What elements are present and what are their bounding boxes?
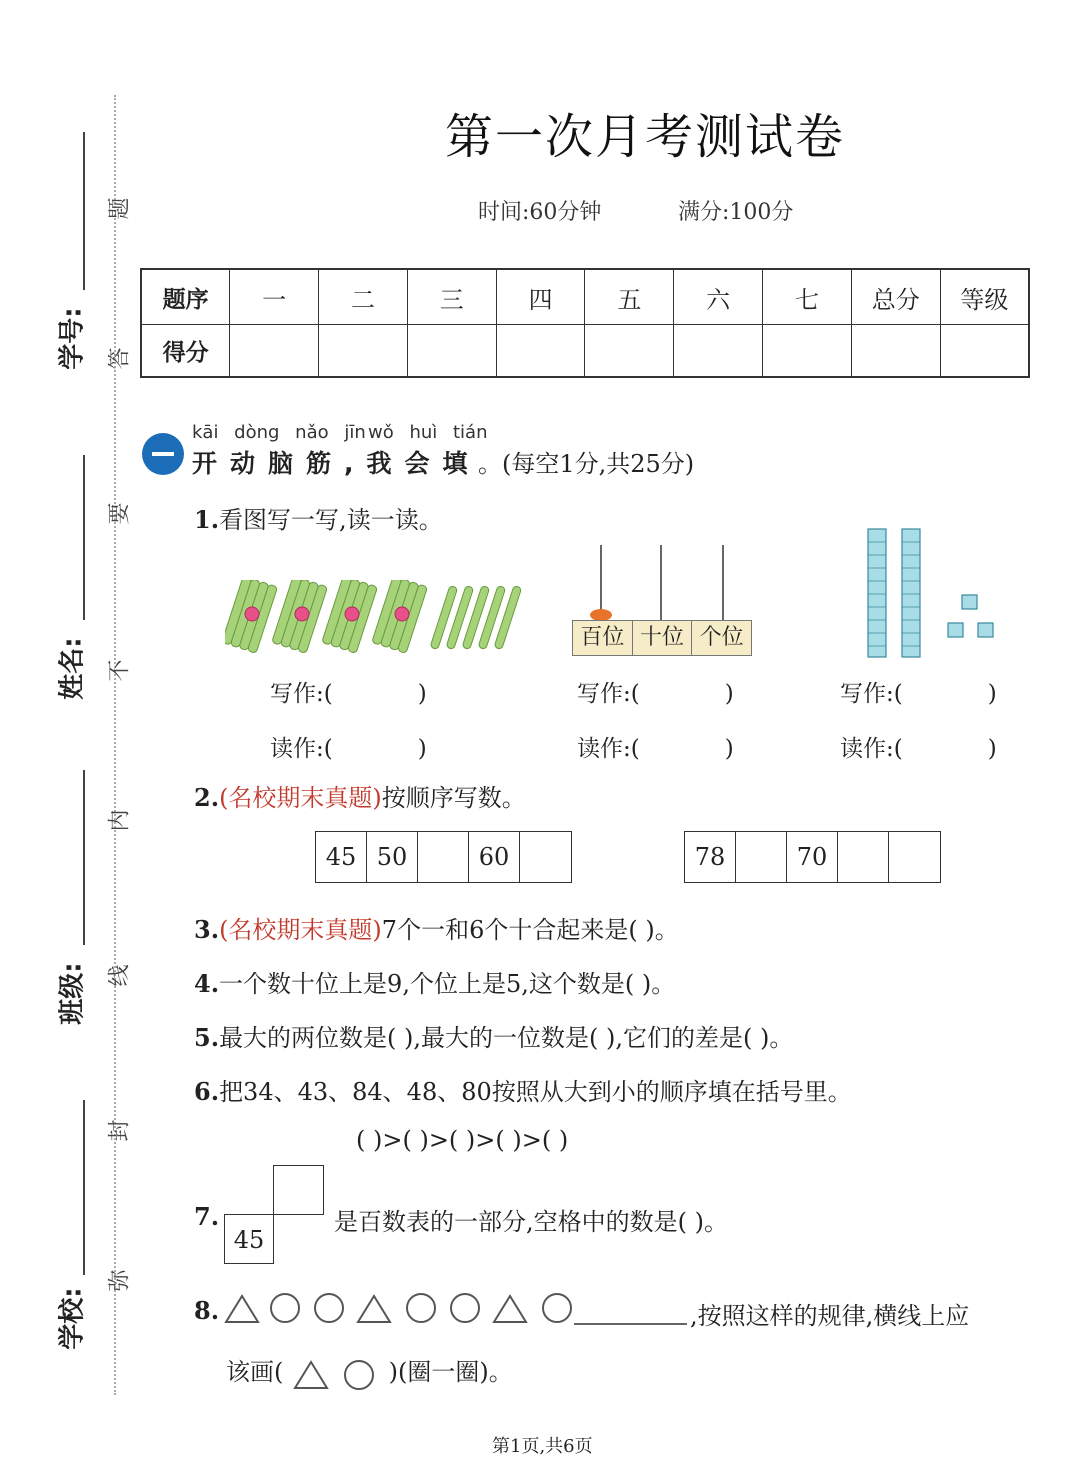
empty-grid-cell[interactable]	[273, 1165, 324, 1215]
seq-cell: 50	[367, 832, 418, 882]
table-col-header: 四	[496, 269, 585, 325]
seq-cell[interactable]	[838, 832, 889, 882]
name-label: 姓名:	[57, 637, 88, 700]
table-col-header: 总分	[851, 269, 940, 325]
seal-char: 答	[107, 347, 133, 370]
class-line[interactable]	[83, 770, 85, 945]
question-2: 2.(名校期末真题)按顺序写数。	[194, 783, 526, 812]
question-7-number: 7.	[194, 1202, 220, 1231]
score-cell[interactable]	[230, 325, 319, 377]
choice-shapes[interactable]	[291, 1358, 381, 1390]
score-cell[interactable]	[674, 325, 763, 377]
seal-dotted-line	[114, 95, 116, 1395]
write-blank[interactable]: 写作:( )	[840, 681, 997, 707]
page-title: 第一次月考测试卷	[445, 109, 846, 165]
q6-blanks[interactable]: ( )>( )>( )>( )>( )	[356, 1126, 569, 1154]
question-4: 4.一个数十位上是9,个位上是5,这个数是( )。	[194, 969, 676, 998]
question-8-text: ,按照这样的规律,横线上应	[690, 1302, 970, 1330]
seq-cell[interactable]	[520, 832, 571, 882]
circle-choice	[345, 1361, 373, 1389]
read-blank[interactable]: 读作:( )	[577, 736, 734, 762]
seq-cell: 70	[787, 832, 838, 882]
seal-char: 要	[107, 502, 133, 525]
write-blank[interactable]: 写作:( )	[577, 681, 734, 707]
sequence-box-1	[315, 831, 572, 883]
grid-cell-45: 45	[224, 1214, 274, 1264]
seal-char: 题	[107, 197, 133, 220]
question-7-text: 是百数表的一部分,空格中的数是( )。	[334, 1208, 728, 1236]
seal-char: 不	[107, 659, 133, 682]
score-cell[interactable]	[940, 325, 1029, 377]
pinyin-a: kāi dòng nǎo jīn	[192, 422, 366, 443]
stick-bundles-image	[225, 580, 525, 660]
score-cell[interactable]	[496, 325, 585, 377]
score-cell[interactable]	[763, 325, 852, 377]
seal-char: 弥	[107, 1269, 133, 1292]
table-col-header: 五	[585, 269, 674, 325]
student-id-label: 学号:	[57, 307, 88, 370]
school-label: 学校:	[57, 1287, 88, 1350]
triangle-shape	[358, 1296, 390, 1322]
pinyin-b: wǒ huì tián	[368, 422, 488, 443]
circle-shape	[407, 1294, 435, 1322]
circle-shape	[451, 1294, 479, 1322]
triangle-shape	[494, 1296, 526, 1322]
table-col-header: 七	[763, 269, 852, 325]
table-col-header: 二	[319, 269, 408, 325]
score-cell[interactable]	[851, 325, 940, 377]
abacus-rod	[722, 545, 724, 620]
full-score-info: 满分:100分	[678, 200, 794, 225]
time-info: 时间:60分钟	[478, 200, 602, 225]
triangle-choice	[295, 1362, 327, 1388]
seq-cell: 45	[316, 832, 367, 882]
question-1: 1.看图写一写,读一读。	[194, 505, 443, 534]
score-cell[interactable]	[585, 325, 674, 377]
table-col-header: 一	[230, 269, 319, 325]
abacus-place: 个位	[699, 625, 744, 650]
write-blank[interactable]: 写作:( )	[270, 681, 427, 707]
seal-char: 内	[107, 809, 133, 832]
abacus-rod	[660, 545, 662, 620]
table-row-head: 得分	[141, 325, 230, 377]
name-line[interactable]	[83, 455, 85, 620]
read-blank[interactable]: 读作:( )	[270, 736, 427, 762]
score-table	[140, 268, 1030, 378]
seal-char: 线	[107, 964, 133, 987]
table-row-head: 题序	[141, 269, 230, 325]
table-col-header: 等级	[940, 269, 1029, 325]
circle-shape	[315, 1294, 343, 1322]
seq-cell[interactable]	[889, 832, 940, 882]
seq-cell[interactable]	[418, 832, 469, 882]
circle-shape	[543, 1294, 571, 1322]
base-ten-blocks-image	[860, 525, 1000, 660]
circle-shape	[271, 1294, 299, 1322]
page-footer: 第1页,共6页	[492, 1436, 593, 1457]
question-6: 6.把34、43、84、48、80按照从大到小的顺序填在括号里。	[194, 1077, 852, 1106]
shape-pattern	[222, 1290, 692, 1330]
question-5: 5.最大的两位数是( ),最大的一位数是( ),它们的差是( )。	[194, 1023, 794, 1052]
question-3: 3.(名校期末真题)7个一和6个十合起来是( )。	[194, 915, 679, 944]
read-blank[interactable]: 读作:( )	[840, 736, 997, 762]
seal-char: 封	[107, 1119, 133, 1142]
abacus-place: 十位	[633, 621, 693, 655]
section-note: 。(每空1分,共25分)	[478, 450, 695, 478]
section-number-badge	[142, 433, 184, 475]
question-8-number: 8.	[194, 1296, 220, 1325]
seq-cell: 60	[469, 832, 520, 882]
seq-cell[interactable]	[736, 832, 787, 882]
score-cell[interactable]	[319, 325, 408, 377]
triangle-shape	[226, 1296, 258, 1322]
student-id-line[interactable]	[83, 132, 85, 290]
score-cell[interactable]	[407, 325, 496, 377]
question-8-line2: 该画( )(圈一圈)。	[226, 1352, 513, 1390]
section-title: 开动脑筋,我会填	[192, 449, 481, 478]
sequence-box-2	[684, 831, 941, 883]
class-label: 班级:	[57, 962, 88, 1025]
abacus-label	[572, 620, 752, 656]
seq-cell: 78	[685, 832, 736, 882]
table-col-header: 六	[674, 269, 763, 325]
school-line[interactable]	[83, 1100, 85, 1275]
table-col-header: 三	[407, 269, 496, 325]
abacus-place: 百位	[573, 621, 633, 655]
